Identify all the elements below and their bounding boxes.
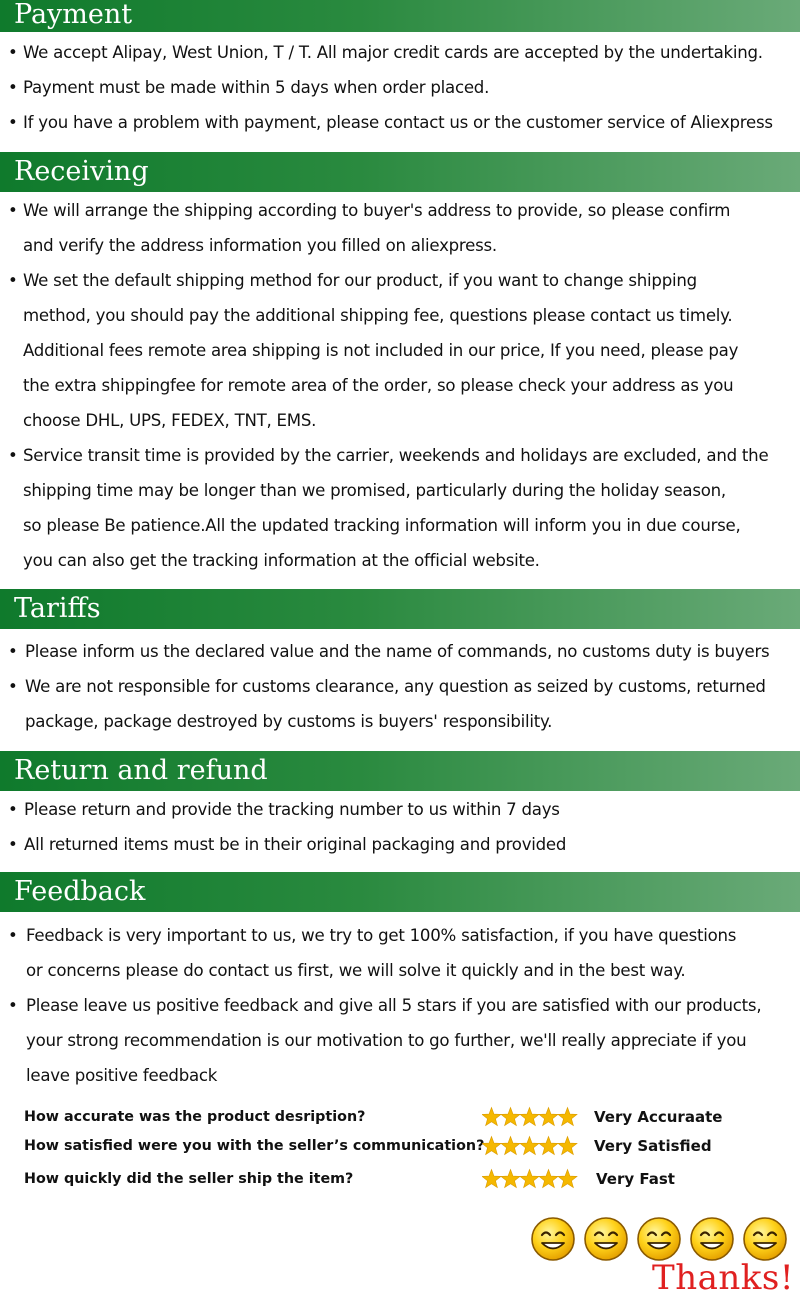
return-refund-header: [0, 751, 800, 791]
star-icon: [539, 1170, 558, 1188]
star-icon: [520, 1108, 539, 1126]
rating-question: How accurate was the product desription?: [24, 1109, 366, 1125]
rating-row-accuracy: [24, 1102, 784, 1132]
receiving-title: Receiving: [14, 156, 149, 187]
star-icon: [501, 1170, 520, 1188]
list-item: • All returned items must be in their original packaging and provided: [8, 835, 567, 854]
payment-title: Payment: [14, 0, 133, 30]
thanks-text: Thanks!: [652, 1258, 794, 1298]
rating-row-shipping: [24, 1164, 784, 1194]
list-item: • Please inform us the declared value and the name of commands, no customs duty is buyers: [8, 642, 770, 661]
star-icon: [482, 1170, 501, 1188]
smiley-face-icon: [530, 1216, 576, 1262]
list-item: • Feedback is very important to us, we try to get 100% satisfaction, if you have questions or concerns please do contact us first, we will solve it quickly and in the best way.: [8, 926, 737, 980]
rating-answer: Very Satisfied: [594, 1137, 712, 1155]
star-icon: [558, 1137, 577, 1155]
star-icon: [501, 1108, 520, 1126]
feedback-title: Feedback: [14, 876, 146, 907]
tariffs-header: [0, 589, 800, 629]
star-icon: [520, 1170, 539, 1188]
list-item: • We accept Alipay, West Union, T / T. All major credit cards are accepted by the undertaking.: [8, 43, 763, 62]
star-rating: [482, 1106, 578, 1128]
star-icon: [558, 1170, 577, 1188]
receiving-header: [0, 152, 800, 192]
list-item: • We will arrange the shipping according to buyer's address to provide, so please confirm and verify the address information you filled on aliexpress.: [8, 201, 731, 255]
payment-list: [0, 35, 800, 140]
star-rating: [482, 1168, 578, 1190]
smiley-face-icon: [636, 1216, 682, 1262]
star-icon: [482, 1108, 501, 1126]
return-refund-title: Return and refund: [14, 755, 268, 786]
receiving-list: [0, 193, 800, 578]
list-item: • Please return and provide the tracking number to us within 7 days: [8, 800, 560, 819]
star-icon: [558, 1108, 577, 1126]
rating-question: How quickly did the seller ship the item?: [24, 1171, 354, 1187]
star-icon: [539, 1108, 558, 1126]
smiley-face-icon: [583, 1216, 629, 1262]
list-item: • Service transit time is provided by the carrier, weekends and holidays are excluded, and the shipping time may be longer than we promised, particularly during the holiday season, so please Be patience.All the updated tracking information will inform you in due course, you can also get the tracking information at the official website.: [8, 446, 769, 570]
tariffs-title: Tariffs: [14, 593, 101, 624]
smiley-face-icon: [689, 1216, 735, 1262]
payment-header: [0, 0, 800, 32]
list-item: • We set the default shipping method for our product, if you want to change shipping method, you should pay the additional shipping fee, questions please contact us timely. Additional fees remote area shipping is not included in our price, If you need, please pay the extra shippingfee for remote area of the order, so please check your address as you choose DHL, UPS, FEDEX, TNT, EMS.: [8, 271, 739, 430]
star-icon: [482, 1137, 501, 1155]
return-refund-list: [0, 792, 800, 862]
tariffs-list: [0, 634, 800, 739]
rating-answer: Very Accuraate: [594, 1108, 723, 1126]
star-icon: [501, 1137, 520, 1155]
list-item: • If you have a problem with payment, please contact us or the customer service of Aliexpress: [8, 113, 773, 132]
star-rating: [482, 1135, 578, 1157]
rating-row-communication: [24, 1131, 784, 1161]
list-item: • We are not responsible for customs clearance, any question as seized by customs, returned package, package destroyed by customs is buyers' responsibility.: [8, 677, 766, 731]
list-item: • Payment must be made within 5 days when order placed.: [8, 78, 490, 97]
smiley-face-icon: [742, 1216, 788, 1262]
star-icon: [520, 1137, 539, 1155]
feedback-header: [0, 872, 800, 912]
feedback-list: [0, 918, 800, 1093]
star-icon: [539, 1137, 558, 1155]
rating-answer: Very Fast: [596, 1170, 675, 1188]
list-item: • Please leave us positive feedback and give all 5 stars if you are satisfied with our products, your strong recommendation is our motivation to go further, we'll really appreciate if you leave positive feedback: [8, 996, 762, 1085]
rating-question: How satisfied were you with the seller’s communication?: [24, 1138, 485, 1154]
